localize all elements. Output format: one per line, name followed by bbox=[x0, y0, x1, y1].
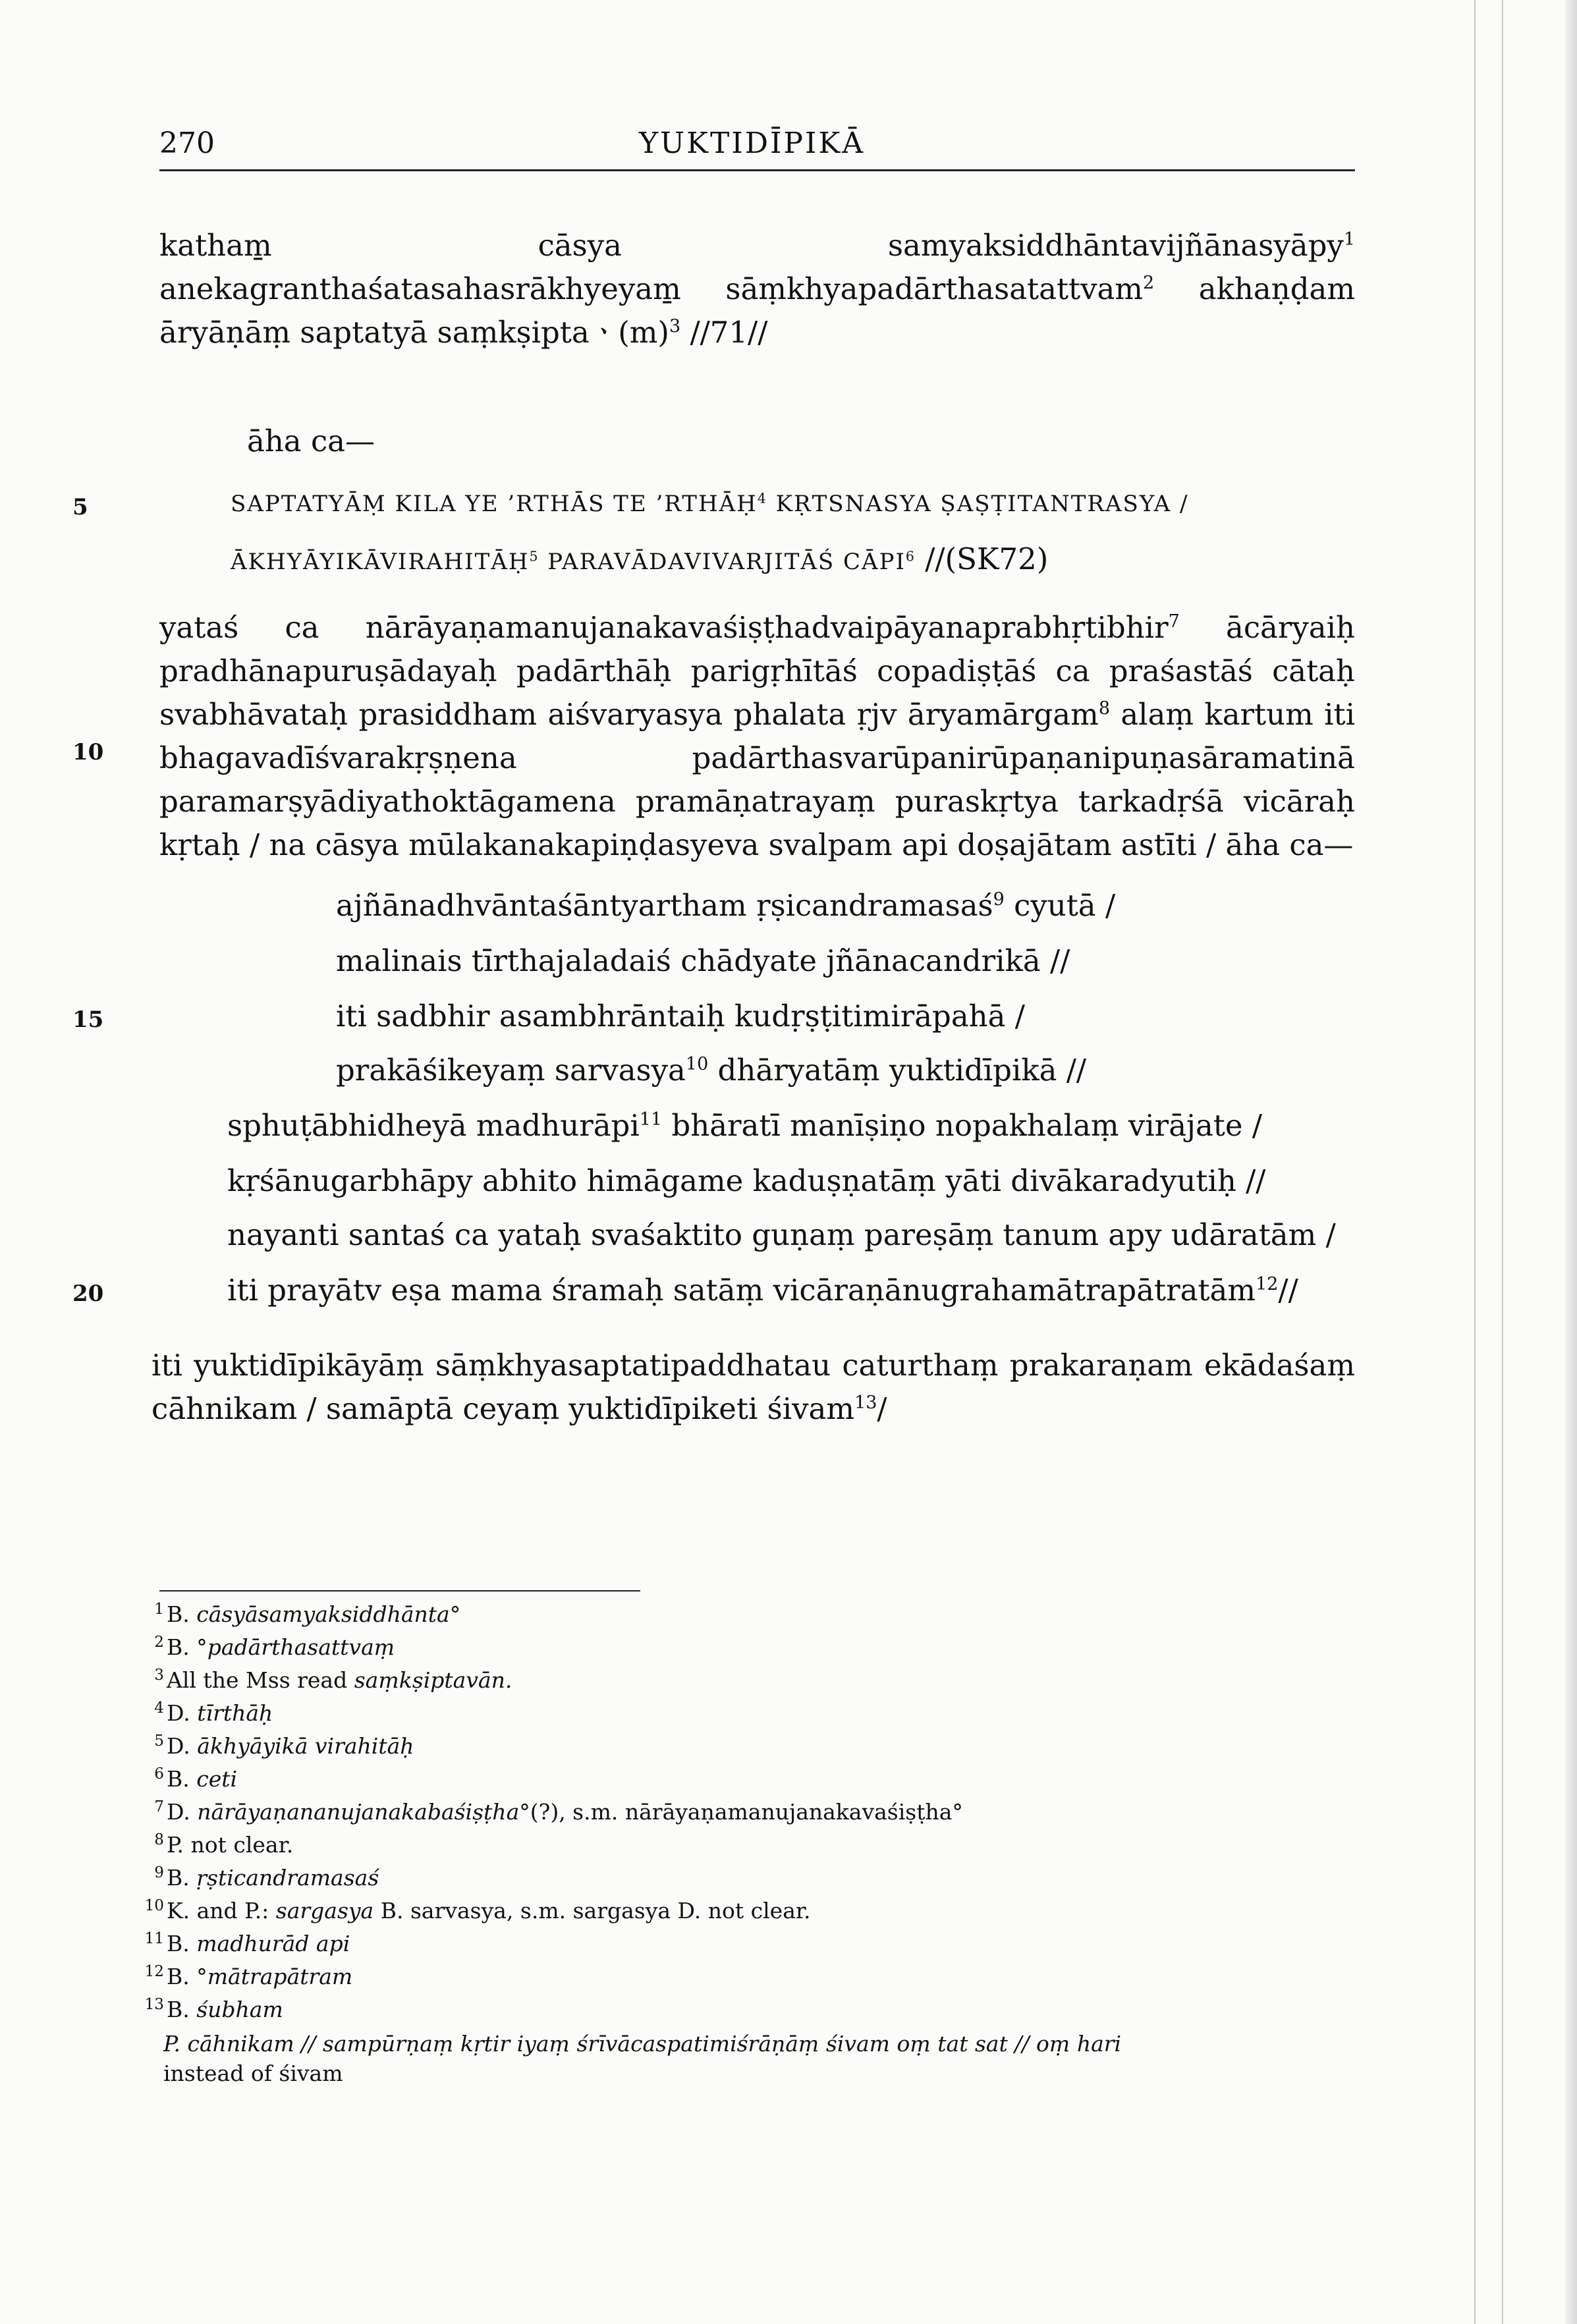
paragraph-1: katham̱ cāsya samyaksiddhāntavijñānasyāpy$^1$ anekagranthaśatasahasrākhyeyam̱ sāṃkhyapadārthasatattvam$^2$ akhaṇḍam āryāṇāṃ saptatyā saṃkṣiptaㆍ$(m)^3$ //71// bbox=[159, 228, 1355, 350]
footnote: $^9$ B. ṛṣticandramasaś bbox=[154, 1864, 379, 1891]
footnote: $^1$ B. cāsyāsamyaksiddhānta° bbox=[154, 1601, 461, 1627]
line-number: 10 bbox=[72, 739, 104, 765]
scan-edge bbox=[1565, 0, 1577, 2324]
footnote: $^2$ B. °padārthasattvaṃ bbox=[154, 1634, 395, 1660]
line-number: 15 bbox=[72, 1007, 104, 1033]
footnote: $^{10}$ K. and P.: sargasya B. sarvasya, s.m. sargasya D. not clear. bbox=[144, 1897, 811, 1923]
footnote-tail-1: P. cāhnikam // sampūrṇaṃ kṛtir iyaṃ śrīvācaspatimiśrāṇāṃ śivam oṃ tat sat // oṃ hari bbox=[163, 2031, 1122, 2057]
line-number: 20 bbox=[72, 1281, 104, 1307]
footnote-ref: 3 bbox=[669, 316, 681, 337]
footnote: $^3$ All the Mss read saṃkṣiptavān. bbox=[154, 1667, 512, 1693]
page-edge-shadow bbox=[1502, 0, 1503, 2324]
sk72-line-1: SAPTATYĀṂ KILA YE ’RTHĀS TE ’RTHĀḤ$^4$ KṚTSNASYA ṢAṢṬITANTRASYA / bbox=[231, 490, 1189, 517]
footnote: $^4$ D. tīrthāḥ bbox=[154, 1700, 273, 1726]
page-number: 270 bbox=[159, 126, 215, 160]
footnote: $^7$ D. nārāyaṇananujanakabaśiṣṭha°(?), s.m. nārāyaṇamanujanakavaśiṣṭha° bbox=[154, 1798, 963, 1825]
paragraph-2: yataś ca nārāyaṇamanujanakavaśiṣṭhadvaipāyanaprabhṛtibhir$^7$ ācāryaiḥ pradhānapuruṣādayaḥ padārthāḥ parigṛhītāś copadiṣṭāś ca praśastāś cātaḥ svabhāvataḥ prasiddham aiśvaryasya phalata ṛjv āryamārgam$^8$ alaṃ kartum iti bhagavadīśvarakṛṣṇena padārthasvarūpanirūpaṇanipuṇasāramatinā paramarṣyādiyathoktāgamena pramāṇatrayaṃ puraskṛtya tarkadṛśā vicāraḥ kṛtaḥ / na cāsya mūlakanakapiṇḍasyeva svalpam api doṣajātam astīti / āha ca— bbox=[159, 610, 1355, 862]
verse-line: prakāśikeyaṃ sarvasya$^{10}$ dhāryatāṃ yuktidīpikā // bbox=[336, 1053, 1087, 1088]
footnote: $^8$ P. not clear. bbox=[154, 1831, 294, 1858]
footnote-ref: 1 bbox=[1343, 229, 1355, 250]
footnote: $^{12}$ B. °mātrapātram bbox=[144, 1963, 353, 1989]
footnote-rule bbox=[159, 1590, 640, 1591]
verse-line: kṛśānugarbhāpy abhito himāgame kaduṣṇatāṃ yāti divākaradyutiḥ // bbox=[227, 1163, 1266, 1198]
running-title: YUKTIDĪPIKĀ bbox=[639, 126, 866, 160]
verse-line: iti sadbhir asambhrāntaiḥ kudṛṣṭitimirāpahā / bbox=[336, 999, 1025, 1034]
footnote: $^6$ B. ceti bbox=[154, 1765, 238, 1792]
verse-line: ajñānadhvāntaśāntyartham ṛṣicandramasaś$^9$ cyutā / bbox=[336, 888, 1116, 923]
line-number: 5 bbox=[72, 494, 88, 520]
footnote: $^{11}$ B. madhurād api bbox=[144, 1930, 350, 1956]
footnote-ref: 8 bbox=[1098, 698, 1110, 719]
page-edge-shadow bbox=[1474, 0, 1476, 2324]
header-rule bbox=[159, 169, 1355, 171]
colophon: iti yuktidīpikāyāṃ sāṃkhyasaptatipaddhatau caturthaṃ prakaraṇam ekādaśaṃ cāhnikam / samāptā ceyaṃ yuktidīpiketi śivam$^{13}$/ bbox=[152, 1348, 1355, 1426]
aha-ca: āha ca— bbox=[247, 424, 375, 458]
footnote-ref: 2 bbox=[1143, 273, 1155, 293]
verse-line: malinais tīrthajaladaiś chādyate jñānacandrikā // bbox=[336, 943, 1070, 978]
footnote: $^{13}$ B. śubham bbox=[144, 1996, 283, 2022]
footnote-ref: 7 bbox=[1168, 611, 1180, 632]
footnote-ref: 13 bbox=[854, 1393, 877, 1413]
footnote-tail-2: instead of śivam bbox=[163, 2061, 343, 2086]
verse-line: nayanti santaś ca yataḥ svaśaktito guṇaṃ pareṣāṃ tanum apy udāratām / bbox=[227, 1217, 1336, 1252]
sk72-line-2: ĀKHYĀYIKĀVIRAHITĀḤ$^5$ PARAVĀDAVIVARJITĀŚ CĀPI$^6$ //(SK72) bbox=[231, 541, 1049, 576]
verse-line: sphuṭābhidheyā madhurāpi$^{11}$ bhāratī manīṣiṇo nopakhalaṃ virājate / bbox=[227, 1108, 1262, 1143]
footnote: $^5$ D. ākhyāyikā virahitāḥ bbox=[154, 1732, 414, 1759]
verse-line: iti prayātv eṣa mama śramaḥ satāṃ vicāraṇānugrahamātrapātratām$^{12}$// bbox=[227, 1273, 1298, 1308]
